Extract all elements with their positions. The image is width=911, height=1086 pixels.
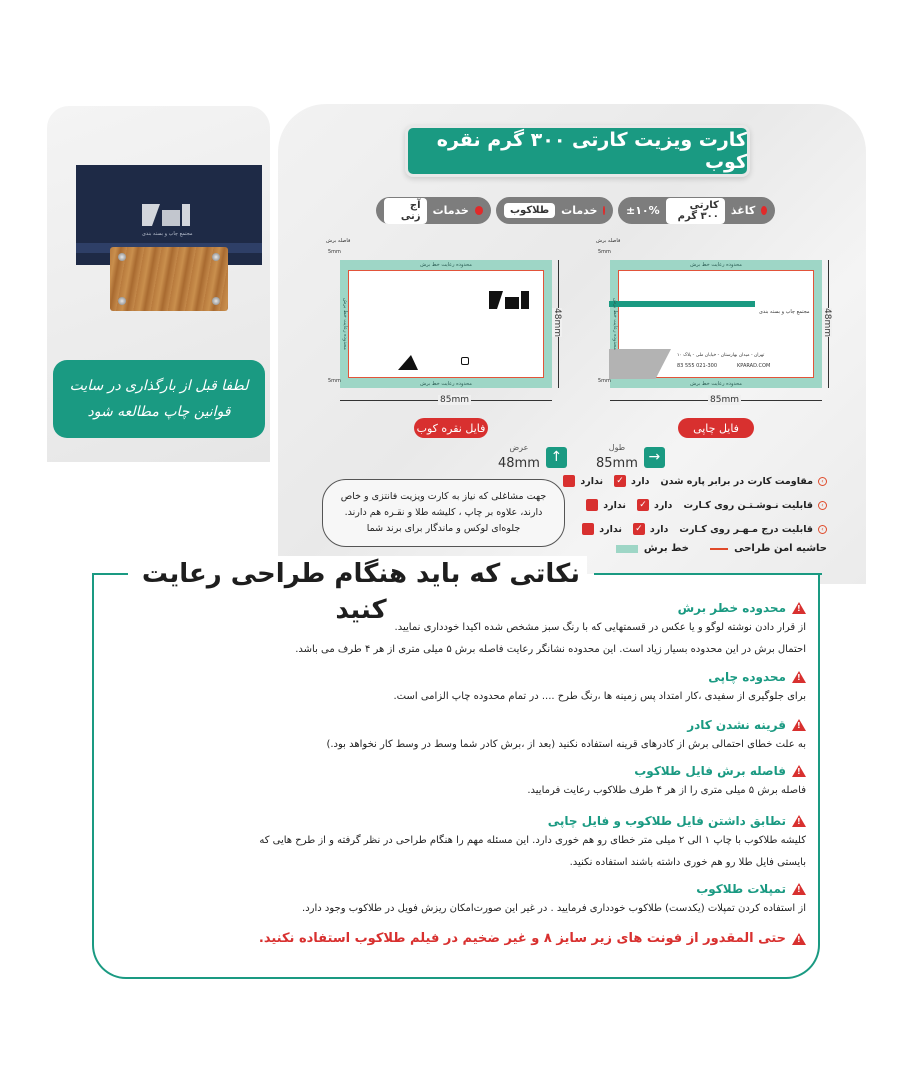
service-value: طلاکوب xyxy=(504,203,555,218)
red-dot-icon xyxy=(761,206,767,215)
width-badge xyxy=(498,443,567,471)
gap-bottom-value: 5mm xyxy=(328,378,341,384)
tip-item xyxy=(106,599,806,661)
tips-border-top xyxy=(92,573,128,575)
paper-tolerance: ±۱۰% xyxy=(626,204,660,217)
tip-item xyxy=(106,880,806,920)
width-dimension: 85mm xyxy=(710,395,739,405)
tips-border-top xyxy=(594,573,822,575)
paper-value: کارتی ۳۰۰ گرم xyxy=(666,198,725,224)
fancy-card-note: جهت مشاغلی که نیاز به کارت ویزیت فانتزی و خاص دارند، علاوه بر چاپ ، کلیشه طلا و نقـره هم دارند. جلوه‌ای لوکس و ماندگار برای برند شما xyxy=(322,479,565,547)
tip-title: محدوده خطر برش xyxy=(677,601,786,615)
service2-value: آج زنی xyxy=(384,198,427,224)
tip-body: از استفاده کردن تمپلات (یکدست) طلاکوب خودداری فرمایید . در غیر این صورت‌امکان ریزش فویل در طلاکوب وجود دارد. xyxy=(302,903,806,914)
gray-block xyxy=(609,349,671,379)
screw-icon xyxy=(118,253,126,261)
tips-heading: نکاتی که باید هنگام طراحی رعایت کنید xyxy=(135,556,587,628)
card-tagline: مجتمع چاپ و بسته بندی xyxy=(142,231,193,237)
gap-bottom-value: 5mm xyxy=(598,378,611,384)
teal-bar xyxy=(609,301,755,307)
no-label: ندارد xyxy=(603,499,626,511)
service2-spec-pill xyxy=(376,197,491,224)
service-label: خدمات xyxy=(561,204,598,217)
service-spec-pill xyxy=(496,197,613,224)
print-file-tag: فایل چاپی xyxy=(678,418,754,438)
tip-title: تطابق داشتن فایل طلاکوب و فایل چاپی xyxy=(547,814,786,828)
tip-body: فاصله برش ۵ میلی متری را از هر ۴ طرف طلاکوب رعایت فرمایید. xyxy=(527,785,806,796)
bottom-cut-label: محدوده رعایت خط برش xyxy=(690,381,742,387)
paper-label: کاغذ xyxy=(730,204,756,217)
height-dimension: 48mm xyxy=(822,308,832,337)
capability-label: قابلیت درج مـهـر روی کـارت xyxy=(679,523,813,535)
capability-row xyxy=(563,473,827,489)
page-title: کارت ویزیت کارتی ۳۰۰ گرم نقره کوب xyxy=(405,125,750,177)
paper-spec-pill xyxy=(618,197,775,224)
warning-icon: ! xyxy=(792,671,806,683)
warning-icon: ! xyxy=(792,719,806,731)
arrow-bullet-icon: › xyxy=(818,477,827,486)
side-cut-label: محدوده رعایت خط برش xyxy=(342,298,348,350)
warning-icon: ! xyxy=(792,765,806,777)
height-dimension: 48mm xyxy=(552,308,562,337)
silver-file-diagram xyxy=(326,238,566,408)
width-value: 48mm xyxy=(498,456,540,471)
warning-icon: ! xyxy=(792,602,806,614)
tip-body: به علت خطای احتمالی برش از کادرهای قرینه استفاده نکنید (بعد از ،برش کادر شما وسط در وسط کار نخواهد بود.) xyxy=(326,739,806,750)
tip-title: تمپلات طلاکوب xyxy=(696,882,786,896)
arrow-right-icon: → xyxy=(644,447,665,468)
tip-item xyxy=(106,668,806,708)
wooden-stand xyxy=(110,247,228,311)
unchecked-box-icon xyxy=(582,523,594,535)
capability-row xyxy=(582,521,827,537)
safe-area xyxy=(348,270,544,378)
tip-item xyxy=(106,762,806,802)
final-warning xyxy=(259,931,806,946)
service2-label: خدمات xyxy=(432,204,469,217)
unchecked-box-icon xyxy=(586,499,598,511)
tip-item xyxy=(106,716,806,756)
width-dimension: 85mm xyxy=(440,395,469,405)
screw-icon xyxy=(212,297,220,305)
cut-gap-label: فاصله برش xyxy=(596,238,621,244)
card-company: مجتمع چاپ و بسته بندی xyxy=(759,309,810,315)
tip-body: کلیشه طلاکوب با چاپ ۱ الی ۲ میلی متر خطای رو هم خوری دارد. این مسئله مهم را هنگام طراحی در نظر گرفته و از طرح هایی که xyxy=(259,835,806,846)
tip-title: قرینه نشدن کادر xyxy=(687,718,786,732)
side-note: لطفا قبل از بارگذاری در سایت قوانین چاپ مطالعه شود xyxy=(53,360,265,438)
product-photo xyxy=(76,165,262,310)
green-line-icon xyxy=(616,545,638,553)
screw-icon xyxy=(212,253,220,261)
length-badge xyxy=(596,443,665,471)
capability-row xyxy=(586,497,827,513)
check-icon: ✓ xyxy=(633,523,645,535)
print-file-diagram xyxy=(596,238,836,408)
safe-area xyxy=(618,270,814,378)
cut-gap-label: فاصله برش xyxy=(326,238,351,244)
yes-label: دارد xyxy=(653,499,673,511)
red-dot-icon xyxy=(475,206,483,215)
side-cut-label: محدوده رعایت خط برش xyxy=(612,298,618,350)
tip-title: فاصله برش فایل طلاکوب xyxy=(634,764,786,778)
tip-body: از قرار دادن نوشته لوگو و یا عکس در قسمتهایی که با رنگ سبز مشخص شده اکیدا خودداری نمایید. xyxy=(394,622,806,633)
top-cut-label: محدوده رعایت خط برش xyxy=(690,262,742,268)
check-icon: ✓ xyxy=(614,475,626,487)
screw-icon xyxy=(118,297,126,305)
yes-label: دارد xyxy=(631,475,650,487)
send-icon xyxy=(397,351,419,371)
tip-body: بایستی فایل طلا رو هم خوری داشته باشند استفاده نکنید. xyxy=(569,857,806,868)
warning-icon: ! xyxy=(792,883,806,895)
card-phone: 021-300 555 83 xyxy=(677,363,718,369)
gap-top-value: 5mm xyxy=(598,249,611,255)
legend-safe-margin xyxy=(710,543,827,554)
safe-margin-label: حاشیه امن طراحی xyxy=(734,543,827,554)
tip-body: برای جلوگیری از سفیدی ،کار امتداد پس زمینه ها ،رنگ طرح .... در تمام محدوده چاپ الزامی است. xyxy=(393,691,806,702)
warning-icon: ! xyxy=(792,815,806,827)
silver-file-tag: فایل نقره کوب xyxy=(414,418,488,438)
check-icon: ✓ xyxy=(637,499,649,511)
arrow-bullet-icon: › xyxy=(818,525,827,534)
unchecked-box-icon xyxy=(563,475,575,487)
card-address: تهران - میدان بهارستان - خیابان ملی - پلاک ۱۰ xyxy=(677,353,765,358)
instagram-icon xyxy=(461,357,469,365)
silver-logo-icon xyxy=(138,200,194,230)
length-label: طول xyxy=(608,443,626,452)
card-site: KPARAD.COM xyxy=(737,363,771,369)
bottom-cut-label: محدوده رعایت خط برش xyxy=(420,381,472,387)
legend-cut-line xyxy=(616,543,689,554)
gap-top-value: 5mm xyxy=(328,249,341,255)
yes-label: دارد xyxy=(649,523,669,535)
final-warning-text: حتی المقدور از فونت های زیر سایز ۸ و غیر ضخیم در فیلم طلاکوب استفاده نکنید. xyxy=(258,931,786,946)
top-cut-label: محدوده رعایت خط برش xyxy=(420,262,472,268)
arrow-up-icon: ↑ xyxy=(546,447,567,468)
capability-label: مقاومت کارت در برابر پاره شدن xyxy=(660,475,813,487)
tip-item xyxy=(106,812,806,874)
red-line-icon xyxy=(710,548,728,550)
warning-icon: ! xyxy=(792,933,806,945)
capability-label: قابلیت نـوشـتـن روی کـارت xyxy=(683,499,813,511)
logo-icon xyxy=(487,289,531,311)
length-value: 85mm xyxy=(596,456,638,471)
arrow-bullet-icon: › xyxy=(818,501,827,510)
tip-body: احتمال برش در این محدوده بسیار زیاد است. این محدوده نشانگر رعایت فاصله برش ۵ میلی متری از هر ۴ طرف می باشد. xyxy=(295,644,806,655)
width-label: عرض xyxy=(509,443,529,452)
cut-line-label: خط برش xyxy=(643,543,689,554)
red-dot-icon xyxy=(603,206,605,215)
no-label: ندارد xyxy=(580,475,604,487)
tip-title: محدوده چاپی xyxy=(708,670,786,684)
no-label: ندارد xyxy=(599,523,622,535)
